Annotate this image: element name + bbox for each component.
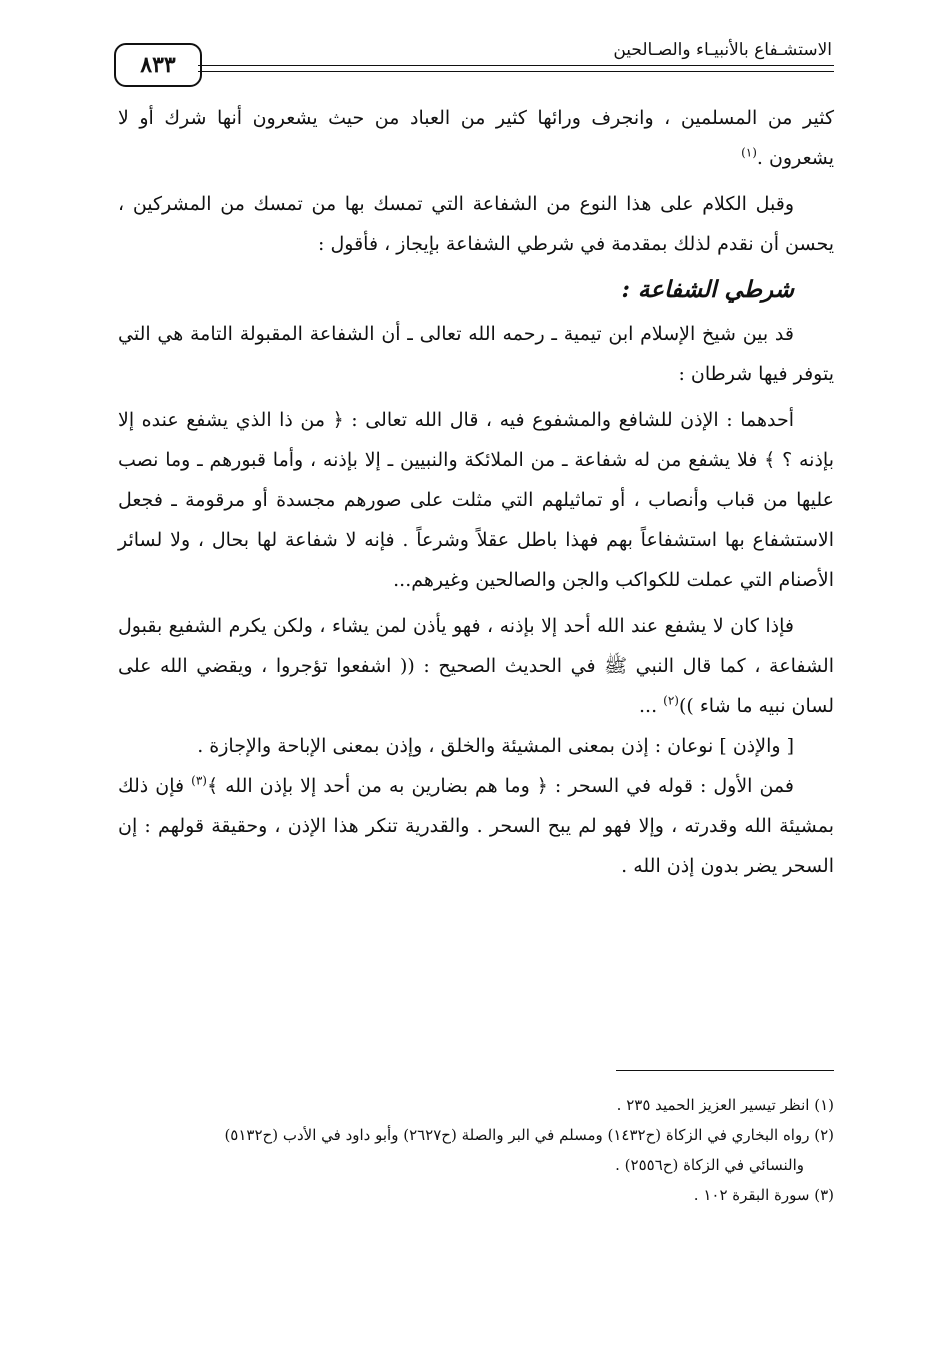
paragraph-3: قد بين شيخ الإسلام ابن تيمية ـ رحمه الله تعالى ـ أن الشفاعة المقبولة التامة هي التي يتوفر فيها شرطان :: [118, 323, 834, 385]
footnote-separator: [616, 1070, 834, 1071]
running-header-title: الاستشـفاع بالأنبيـاء والصـالحين: [613, 40, 832, 60]
footnote-2-text: (٢) رواه البخاري في الزكاة (ح١٤٣٢) ومسلم في البر والصلة (ح٢٦٢٧) وأبو داود في الأدب (ح٥١٣٢): [224, 1126, 834, 1144]
paragraph-1: [118, 98, 834, 178]
header-rule: [198, 65, 834, 66]
paragraph-5-text: فإذا كان لا يشفع عند الله أحد إلا بإذنه ، فهو يأذن لمن يشاء ، ولكن يكرم الشفيع بقبول الشفاعة ، كما قال النبي ﷺ في الحديث الصحيح : (( اشفعوا تؤجروا ، ويقضي الله على لسان نبيه ما شاء )): [118, 615, 834, 717]
paragraph-2: وقبل الكلام على هذا النوع من الشفاعة التي تمسك بها من تمسك من المشركين ، يحسن أن نقدم لذلك بمقدمة في شرطي الشفاعة بإيجاز ، فأقول :: [118, 193, 834, 255]
paragraph-7-text-a: فمن الأول : قوله في السحر : ﴿ وما هم بضارين به من أحد إلا بإذن الله ﴾: [206, 775, 794, 797]
paragraph-5-tail: ...: [638, 695, 664, 717]
footnotes: [118, 1090, 834, 1210]
paragraph-6: [ والإذن ] نوعان : إذن بمعنى المشيئة والخلق ، وإذن بمعنى الإباحة والإجازة .: [197, 735, 794, 757]
footnote-1: (١) انظر تيسير العزيز الحميد ٢٣٥ .: [616, 1096, 834, 1114]
page-number: ٨٣٣: [114, 43, 202, 87]
footnote-2-continuation: والنسائي في الزكاة (ح٢٥٥٦) .: [615, 1156, 804, 1174]
paragraph-1-text: كثير من المسلمين ، وانجرف ورائها كثير من العباد من حيث يشعرون أنها شرك أو لا يشعرون .: [118, 107, 834, 169]
footnote-ref-1: (١): [741, 145, 757, 160]
paragraph-7: [118, 766, 834, 886]
footnote-2: [118, 1120, 834, 1180]
footnote-3: (٣) سورة البقرة ١٠٢ .: [693, 1186, 834, 1204]
main-text: [118, 98, 834, 886]
footnote-ref-2: (٢): [663, 693, 679, 708]
footnote-ref-3: (٣): [191, 773, 207, 788]
section-heading: شرطي الشفاعة :: [621, 276, 794, 303]
header-rule-thin: [198, 71, 834, 72]
paragraph-4: أحدهما : الإذن للشافع والمشفوع فيه ، قال الله تعالى : ﴿ من ذا الذي يشفع عنده إلا بإذنه ؟ ﴾ فلا يشفع من له شفاعة ـ من الملائكة والنبيين ـ إلا بإذنه ، وأما قبورهم ـ وما نصب عليها من قباب وأنصاب ، أو تماثيلهم التي مثلت على صورهم مجسدة أو مرقومة ـ فجعل الاستشفاع بها استشفاعاً بهم فهذا باطل عقلاً وشرعاً . فإنه لا شفاعة لها بحال ، ولا لسائر الأصنام التي عملت للكواكب والجن والصالحين وغيرهم...: [118, 409, 834, 591]
paragraph-5: [118, 606, 834, 726]
paragraph-7-text-b: فإن ذلك بمشيئة الله وقدرته ، وإلا فهو لم يبح السحر . والقدرية تنكر هذا الإذن ، وحقيقة قولهم : إن السحر يضر بدون إذن الله .: [118, 775, 834, 877]
